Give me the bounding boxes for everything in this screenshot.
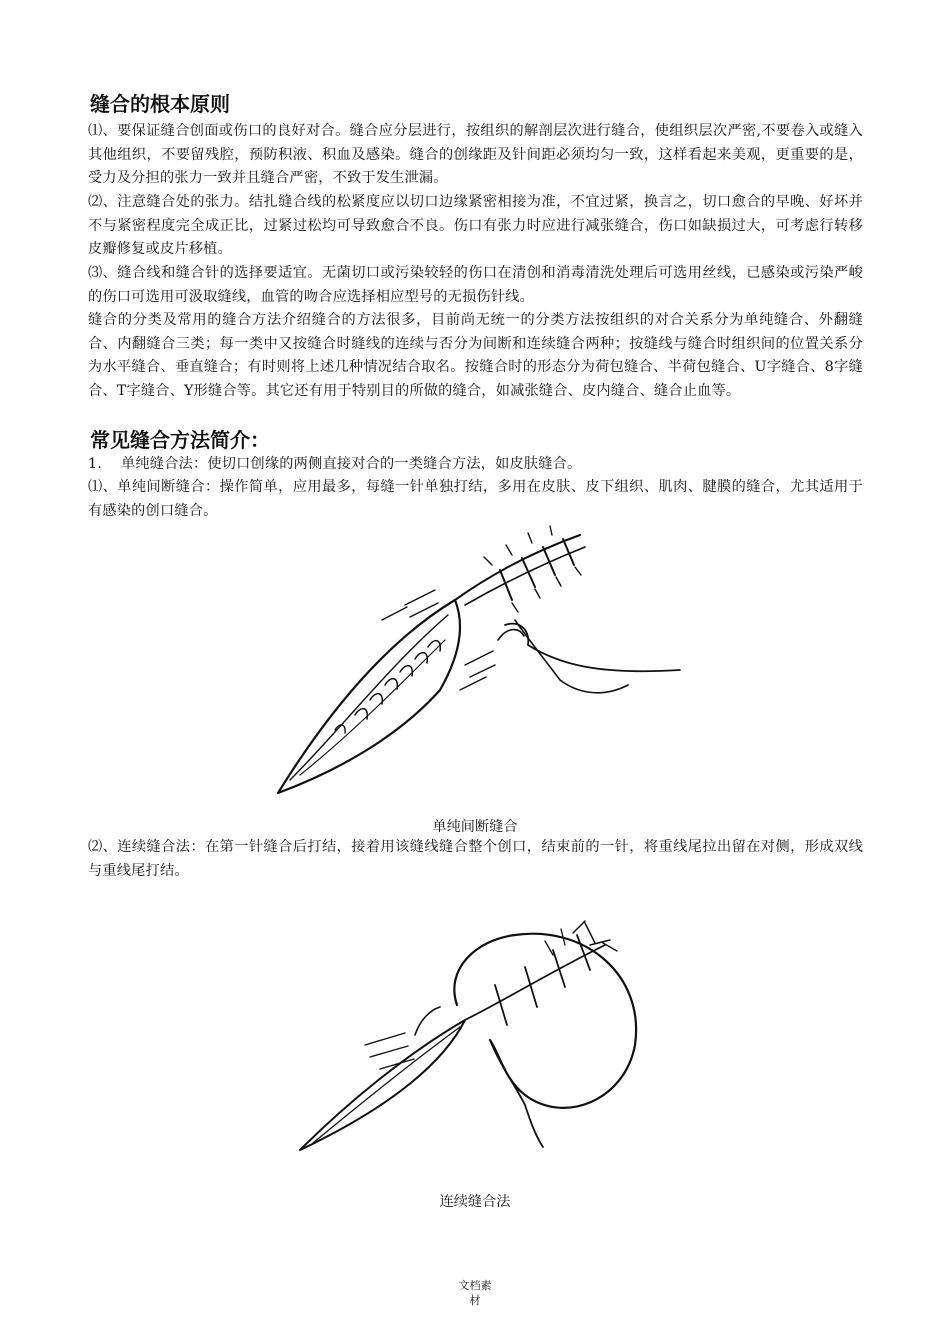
paragraph-continuous-suture: ⑵、连续缝合法：在第一针缝合后打结，接着用该缝线缝合整个创口，结束前的一针，将重线尾拉出留在对侧，形成双线与重线尾打结。 (88, 839, 863, 879)
section-heading-methods: 常见缝合方法简介： (90, 428, 270, 452)
section-heading-principles: 缝合的根本原则 (90, 92, 230, 116)
footer-line-2: 材 (469, 1294, 481, 1307)
paragraph-principle-3: ⑶、缝合线和缝合针的选择要适宜。无菌切口或污染较轻的伤口在清创和消毒清洗处理后可选用丝线，已感染或污染严峻的伤口可选用可汲取缝线，血管的吻合应选择相应型号的无损伤针线。 (88, 265, 863, 305)
continuous-suture-illustration (285, 915, 665, 1160)
footer-line-1: 文档素 (458, 1279, 492, 1292)
paragraph-classification: 缝合的分类及常用的缝合方法介绍缝合的方法很多，目前尚无统一的分类方法按组织的对合关系分为单纯缝合、外翻缝合、内翻缝合三类；每一类中又按缝合时缝线的连续与否分为间断和连续缝合两种；按缝线与缝合时组织间的位置关系分为水平缝合、垂直缝合；有时则将上述几种情况结合取名。按缝合时的形态分为荷包缝合、半荷包缝合、U字缝合、8字缝合、T字缝合、Y形缝合等。其它还有用于特别目的所做的缝合，如减张缝合、皮内缝合、缝合止血等。 (88, 312, 863, 399)
figure1-caption: 单纯间断缝合 (432, 819, 518, 835)
paragraph-principle-2: ⑵、注意缝合处的张力。结扎缝合线的松紧度应以切口边缘紧密相接为准，不宜过紧，换言之，切口愈合的早晚、好坏并不与紧密程度完全成正比，过紧过松均可导致愈合不良。伤口有张力时应进行减张缝合，伤口如缺损过大，可考虑行转移皮瓣修复或皮片移植。 (88, 194, 863, 258)
paragraph-simple-suture: 1. 单纯缝合法：使切口创缘的两侧直接对合的一类缝合方法，如皮肤缝合。 (88, 456, 582, 472)
paragraph-principle-1: ⑴、要保证缝合创面或伤口的良好对合。缝合应分层进行，按组织的解剖层次进行缝合，使组织层次严密,不要卷入或缝入其他组织，不要留残腔，预防积液、积血及感染。缝合的创缘距及针间距必须均匀一致，这样看起来美观，更重要的是，受力及分担的张力一致并且缝合严密，不致于发生泄漏。 (88, 123, 863, 187)
footer-watermark (430, 1278, 520, 1308)
interrupted-suture-illustration (260, 525, 690, 805)
paragraph-interrupted-suture: ⑴、单纯间断缝合：操作简单，应用最多，每缝一针单独打结，多用在皮肤、皮下组织、肌肉、腱膜的缝合，尤其适用于有感染的创口缝合。 (88, 479, 863, 519)
figure2-caption: 连续缝合法 (439, 1194, 511, 1210)
